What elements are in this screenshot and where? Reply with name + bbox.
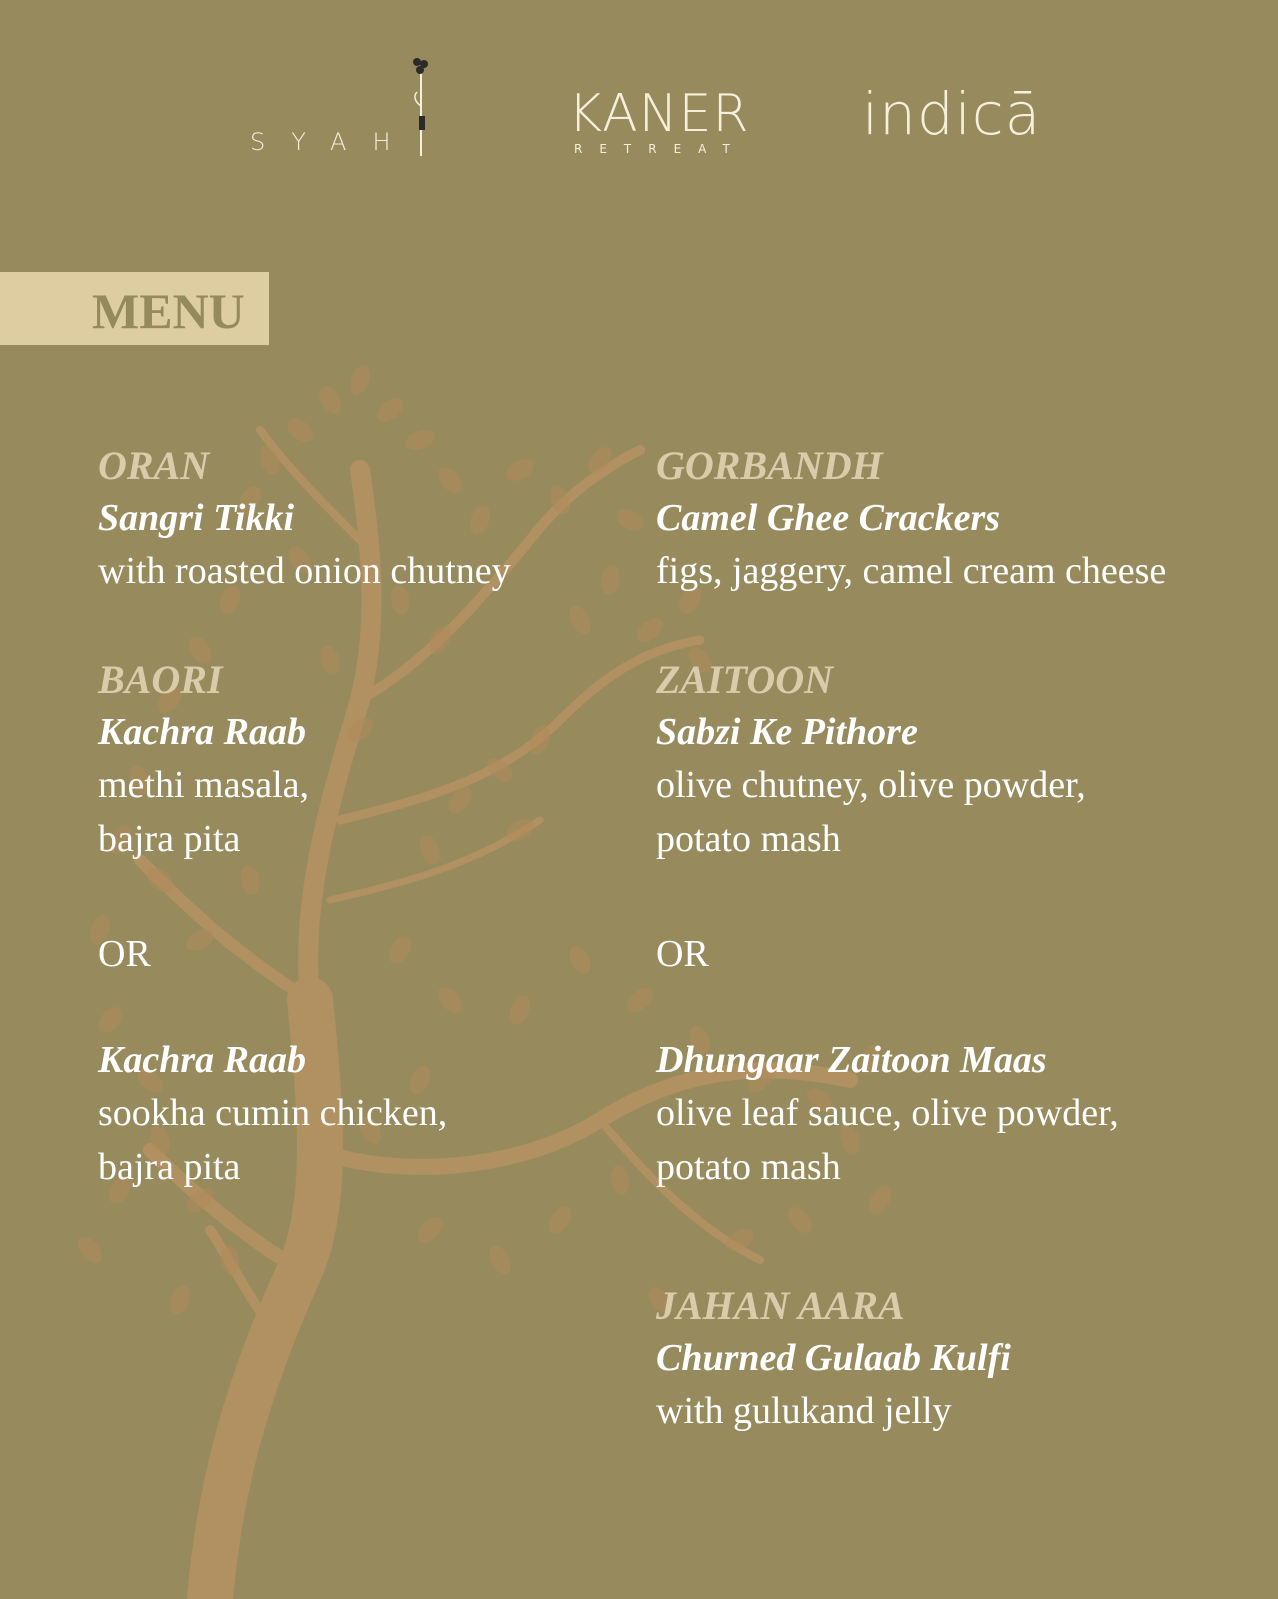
dish-description: with roasted onion chutney bbox=[98, 550, 511, 592]
menu-tab bbox=[0, 272, 269, 345]
kaner-logo-main: KANER bbox=[568, 84, 750, 144]
or-divider-left bbox=[98, 928, 698, 980]
section-title: ZAITOON bbox=[656, 657, 834, 702]
dish-name: Kachra Raab bbox=[98, 1039, 306, 1081]
dish-description: figs, jaggery, camel cream cheese bbox=[656, 550, 1167, 592]
or-divider-right bbox=[656, 928, 1256, 980]
flower-stem-icon bbox=[405, 56, 435, 160]
dish-description: methi masala, bajra pita bbox=[98, 764, 310, 860]
section-title: BAORI bbox=[98, 657, 223, 702]
dish-name: Sabzi Ke Pithore bbox=[656, 711, 918, 753]
dish-description: with gulukand jelly bbox=[656, 1390, 952, 1432]
section-oran bbox=[98, 440, 698, 598]
dish-description: olive leaf sauce, olive powder, potato mash bbox=[656, 1092, 1119, 1188]
dish-name: Sangri Tikki bbox=[98, 497, 295, 539]
section-zaitoon-alt bbox=[656, 1034, 1256, 1194]
dish-description: olive chutney, olive powder, potato mash bbox=[656, 764, 1086, 860]
section-gorbandh bbox=[656, 440, 1256, 598]
or-text: OR bbox=[656, 933, 709, 975]
section-baori bbox=[98, 654, 698, 866]
section-title: GORBANDH bbox=[656, 443, 883, 488]
kaner-logo-sub: RETREAT bbox=[574, 142, 747, 156]
dish-name: Kachra Raab bbox=[98, 711, 306, 753]
indica-logo: indicā bbox=[862, 80, 1042, 148]
syah-logo: SYAH bbox=[250, 128, 417, 156]
dish-name: Camel Ghee Crackers bbox=[656, 497, 1001, 539]
section-baori-alt bbox=[98, 1034, 698, 1194]
dish-name: Churned Gulaab Kulfi bbox=[656, 1337, 1011, 1379]
section-zaitoon bbox=[656, 654, 1256, 866]
menu-heading: MENU bbox=[92, 283, 245, 339]
dish-description: sookha cumin chicken, bajra pita bbox=[98, 1092, 448, 1188]
section-title: JAHAN AARA bbox=[656, 1283, 905, 1328]
section-title: ORAN bbox=[98, 443, 210, 488]
section-jahan-aara bbox=[656, 1280, 1256, 1438]
or-text: OR bbox=[98, 933, 151, 975]
dish-name: Dhungaar Zaitoon Maas bbox=[656, 1039, 1047, 1081]
kaner-retreat-logo bbox=[568, 84, 750, 156]
